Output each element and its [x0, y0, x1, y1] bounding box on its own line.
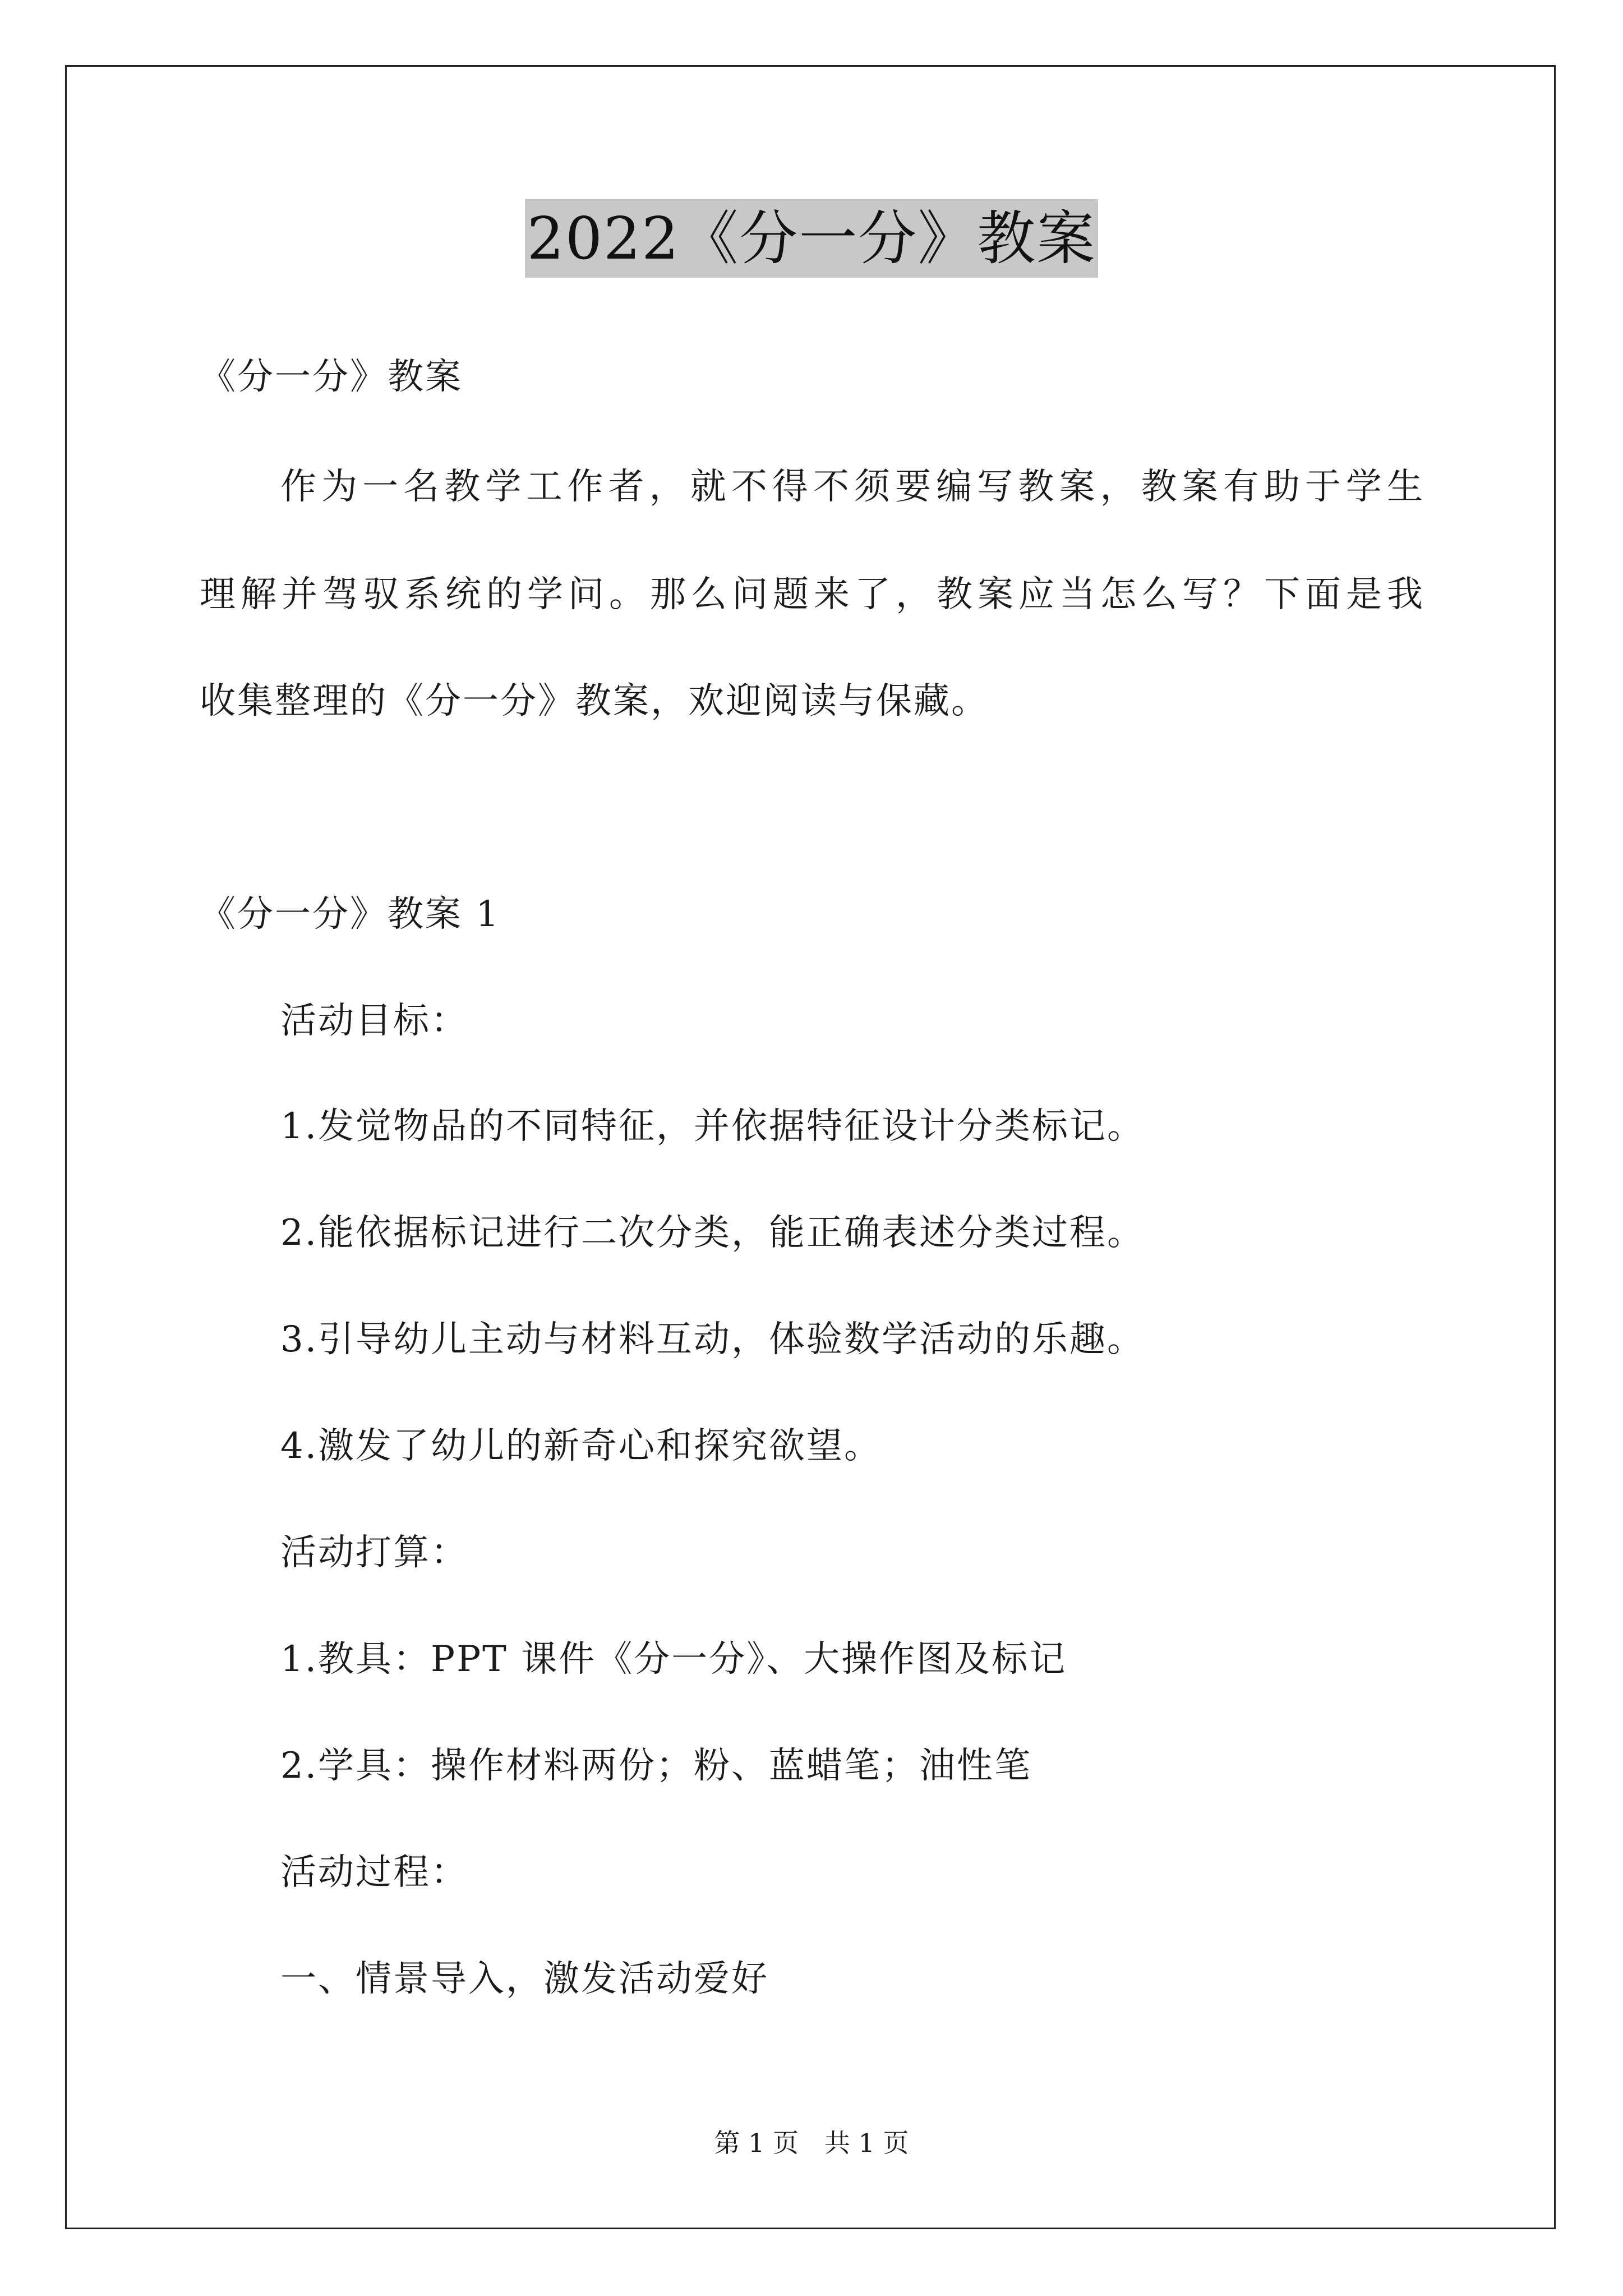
list-item: 2.能依据标记进行二次分类，能正确表述分类过程。: [280, 1212, 1145, 1254]
section-heading: 《分一分》教案: [200, 356, 463, 398]
subheading: 活动目标：: [280, 1000, 468, 1042]
list-item: 3.引导幼儿主动与材料互动，体验数学活动的乐趣。: [280, 1319, 1145, 1360]
section-heading: 《分一分》教案 1: [200, 894, 501, 935]
paragraph-line: 收集整理的《分一分》教案，欢迎阅读与保藏。: [200, 680, 989, 722]
document-title: 2022《分一分》教案: [525, 199, 1099, 278]
title-container: [0, 199, 1623, 278]
list-item: 1.教具：PPT 课件《分一分》、大操作图及标记: [280, 1639, 1067, 1680]
paragraph-line: 一、情景导入，激发活动爱好: [280, 1958, 769, 2000]
page-footer: 第 1 页 共 1 页: [714, 2128, 909, 2158]
paragraph-line: 作为一名教学工作者，就不得不须要编写教案，教案有助于学生: [280, 466, 1424, 508]
list-item: 2.学具：操作材料两份；粉、蓝蜡笔；油性笔: [280, 1745, 1032, 1787]
paragraph-line: 理解并驾驭系统的学问。那么问题来了，教案应当怎么写？下面是我: [200, 574, 1424, 615]
list-item: 4.激发了幼儿的新奇心和探究欲望。: [280, 1425, 882, 1467]
subheading: 活动打算：: [280, 1532, 468, 1573]
list-item: 1.发觉物品的不同特征，并依据特征设计分类标记。: [280, 1106, 1145, 1147]
subheading: 活动过程：: [280, 1852, 468, 1893]
